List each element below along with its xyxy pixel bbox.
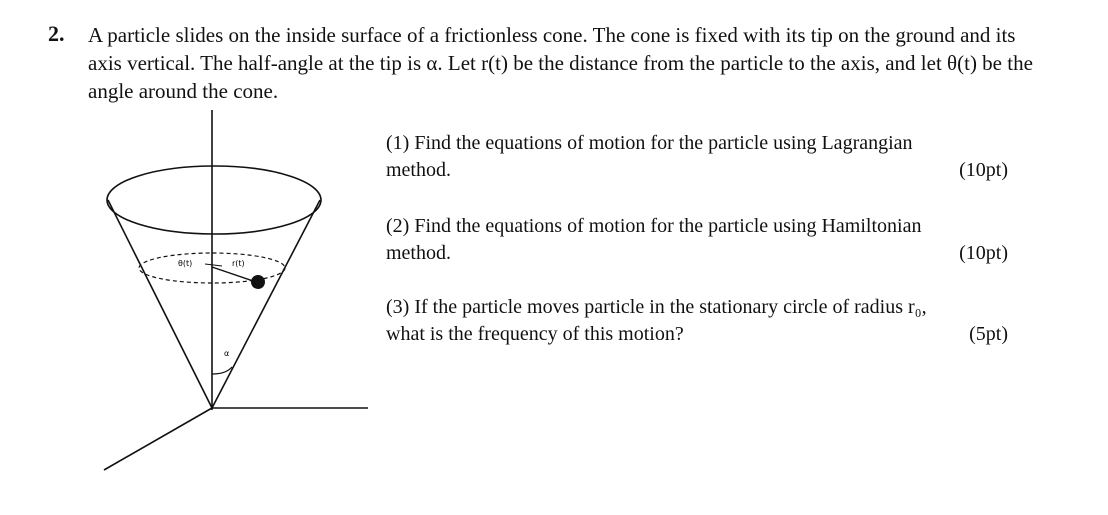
part-2-line-2: method. bbox=[386, 242, 451, 264]
theta-label: θ(t) bbox=[178, 259, 193, 268]
ground-axis-diagonal bbox=[104, 408, 212, 470]
problem-statement: A particle slides on the inside surface of a frictionless cone. The cone is fixed with its tip on the ground and its axis vertical. The half-angle at the tip is α. Let r(t) be the distance from the particle to the axis, and let θ(t) be the angle around the cone. bbox=[88, 23, 1033, 103]
part-1-points: (10pt) bbox=[959, 159, 1008, 181]
alpha-arc bbox=[212, 367, 232, 374]
theta-arrow bbox=[205, 264, 222, 266]
part-3-line-2: what is the frequency of this motion? bbox=[386, 323, 684, 345]
r-label: r(t) bbox=[232, 259, 245, 268]
cone-rim bbox=[107, 166, 321, 234]
alpha-label: α bbox=[224, 349, 230, 358]
particle-dot bbox=[251, 275, 265, 289]
cone-side-left bbox=[108, 200, 212, 408]
part-3-points: (5pt) bbox=[969, 323, 1008, 345]
problem-number: 2. bbox=[48, 21, 65, 46]
cone-diagram bbox=[0, 0, 420, 515]
part-3-line-1: (3) If the particle moves particle in the stationary circle of radius r₀, bbox=[386, 296, 927, 318]
part-2-line-1: (2) Find the equations of motion for the particle using Hamiltonian bbox=[386, 215, 922, 237]
radius-line bbox=[212, 267, 256, 282]
part-1-line-1: (1) Find the equations of motion for the particle using Lagrangian bbox=[386, 132, 913, 154]
part-1-line-2: method. bbox=[386, 159, 451, 181]
question-part-3 bbox=[386, 294, 1018, 348]
question-part-2 bbox=[386, 213, 1018, 267]
question-part-1 bbox=[386, 130, 1018, 184]
part-2-points: (10pt) bbox=[959, 242, 1008, 264]
cone-side-right bbox=[212, 200, 320, 408]
